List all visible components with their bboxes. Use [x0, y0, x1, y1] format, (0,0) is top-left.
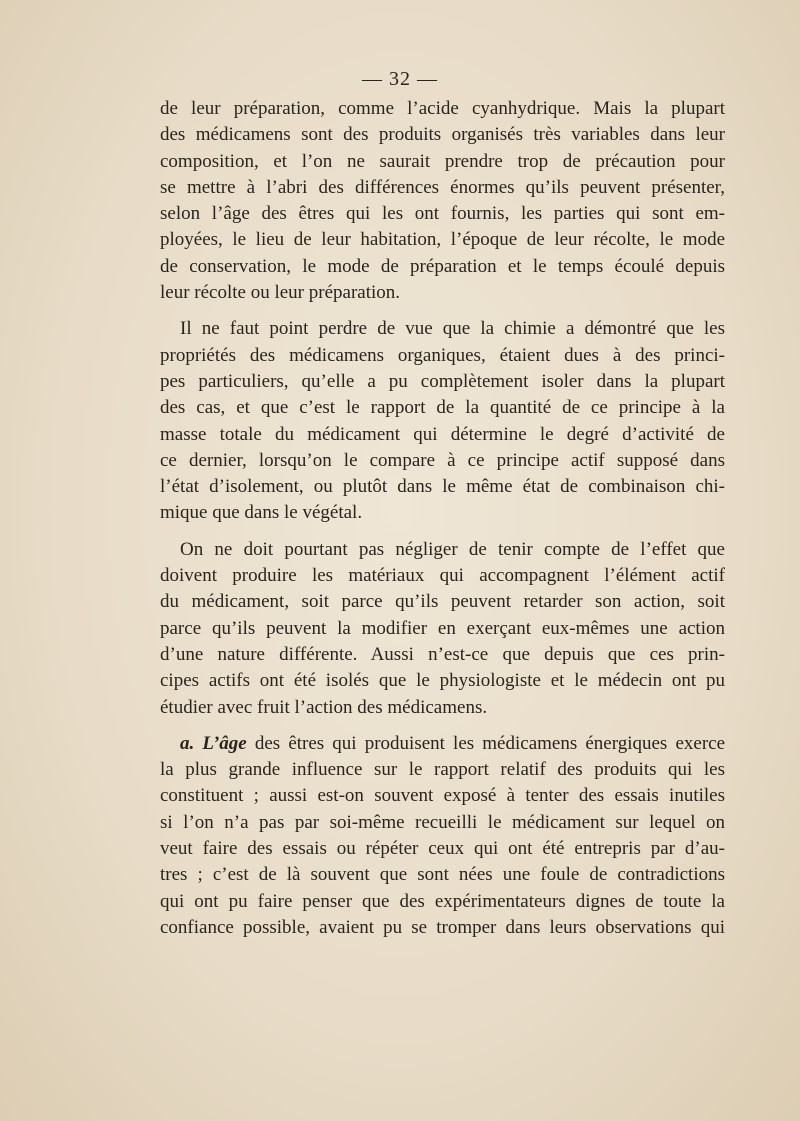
text-line: se mettre à l’abri des différences énormes qu’ils peuvent présenter, [160, 176, 725, 198]
section-label: a. [180, 732, 195, 754]
page-number: — 32 — [362, 68, 438, 90]
text-line: ce dernier, lorsqu’on le compare à ce principe actif supposé dans [160, 449, 725, 471]
text-line: constituent ; aussi est-on souvent exposé à tenter des essais inutiles [160, 785, 725, 807]
text-line: si l’on n’a pas par soi-même recueilli le médicament sur lequel on [160, 811, 725, 833]
paragraph-gap [160, 306, 725, 316]
text-line: de conservation, le mode de préparation et le temps écoulé depuis [160, 255, 725, 277]
paragraph-2 [160, 316, 725, 526]
paragraph-3 [160, 537, 725, 721]
text-line: de leur préparation, comme l’acide cyanhydrique. Mais la plupart [160, 98, 725, 119]
paragraph-1 [160, 96, 725, 306]
text-line: des cas, et que c’est le rapport de la quantité de ce principe à la [160, 397, 725, 419]
body-text [160, 96, 725, 941]
paragraph-gap [160, 527, 725, 537]
text-line: la plus grande influence sur le rapport relatif des produits qui les [160, 759, 725, 781]
text-line: selon l’âge des êtres qui les ont fournis, les parties qui sont em- [160, 203, 725, 225]
text-line: leur récolte ou leur préparation. [160, 282, 401, 304]
text-line: doivent produire les matériaux qui accompagnent l’élément actif [160, 565, 725, 587]
text-line: masse totale du médicament qui détermine le degré d’activité de [160, 423, 725, 445]
paragraph-gap [160, 721, 725, 731]
text-fragment: des êtres qui produisent les médicamens énergiques exerce [254, 732, 726, 754]
paragraph-4 [160, 731, 725, 941]
text-line: étudier avec fruit l’action des médicamens. [160, 696, 488, 718]
text-line: Il ne faut point perdre de vue que la chimie a démontré que les [180, 318, 725, 340]
text-line: mique que dans le végétal. [160, 502, 363, 524]
text-line: propriétés des médicamens organiques, étaient dues à des princi- [160, 344, 725, 366]
text-line: parce qu’ils peuvent la modifier en exerçant eux-mêmes une action [160, 617, 725, 639]
text-line: composition, et l’on ne saurait prendre trop de précaution pour [160, 150, 725, 172]
text-line: qui ont pu faire penser que des expérimentateurs dignes de toute la [160, 890, 725, 912]
text-line: pes particuliers, qu’elle a pu complètement isoler dans la plupart [160, 370, 725, 392]
text-line: On ne doit pourtant pas négliger de tenir compte de l’effet que [180, 538, 725, 560]
text-line: l’état d’isolement, ou plutôt dans le même état de combinaison chi- [160, 476, 725, 498]
emphasis-term: L’âge [202, 732, 247, 754]
text-line: ployées, le lieu de leur habitation, l’époque de leur récolte, le mode [160, 229, 725, 251]
text-line: confiance possible, avaient pu se tromper dans leurs observations qui [160, 916, 725, 938]
text-line: tres ; c’est de là souvent que sont nées une foule de contradictions [160, 864, 725, 886]
text-line: du médicament, soit parce qu’ils peuvent retarder son action, soit [160, 591, 725, 613]
text-line: des médicamens sont des produits organisés très variables dans leur [160, 124, 725, 146]
text-line: d’une nature différente. Aussi n’est-ce que depuis que ces prin- [160, 643, 725, 665]
text-line [160, 731, 725, 757]
text-line: veut faire des essais ou répéter ceux qui ont été entrepris par d’au- [160, 838, 725, 860]
text-line: cipes actifs ont été isolés que le physiologiste et le médecin ont pu [160, 670, 725, 692]
